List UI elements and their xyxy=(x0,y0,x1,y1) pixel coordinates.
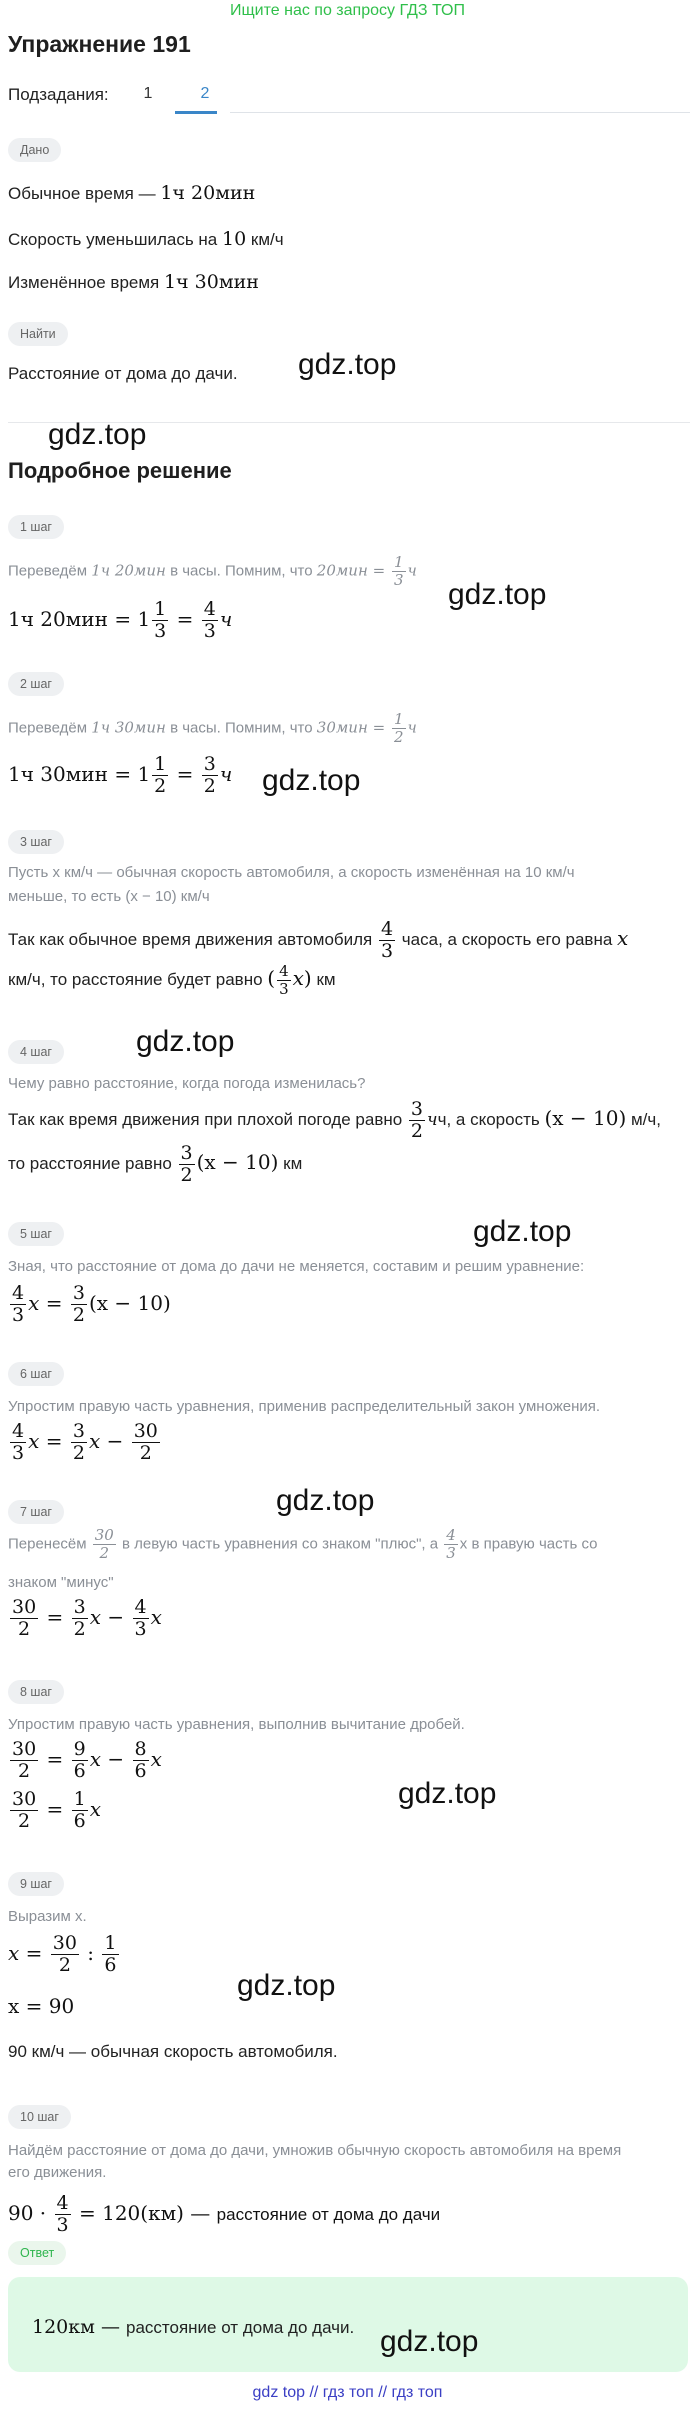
step-2-hint: Переведём 1ч 30мин в часы. Помним, что 30мин = $\frac{1}{2}$ ч xyxy=(8,710,417,746)
footer-links[interactable]: gdz top // гдз топ // гдз топ xyxy=(252,2384,443,2401)
watermark: gdz.top xyxy=(448,578,547,611)
tab-subtask-1[interactable]: 1 xyxy=(143,85,153,102)
answer-text: 120км — расстояние от дома до дачи. xyxy=(32,2316,355,2338)
step-7-badge: 7 шаг xyxy=(8,1500,64,1524)
step-10-hint-2: его движения. xyxy=(8,2164,107,2181)
solution-title: Подробное решение xyxy=(8,458,232,483)
step-5-badge: 5 шаг xyxy=(8,1222,64,1246)
given-line-3: Изменённое время 1ч 30мин xyxy=(8,271,259,293)
answer-badge: Ответ xyxy=(8,2241,66,2265)
watermark: gdz.top xyxy=(237,1969,336,2002)
watermark: gdz.top xyxy=(473,1215,572,1248)
step-1-badge: 1 шаг xyxy=(8,515,64,539)
tabs-divider xyxy=(230,112,690,113)
step-3-hint-1: Пусть x км/ч — обычная скорость автомобиля, а скорость изменённая на 10 км/ч xyxy=(8,864,575,881)
step-9-equation-1: x = $\frac{30}{2}$ : $\frac{1}{6}$ xyxy=(8,1932,117,1976)
step-7-hint-1: Перенесём $\frac{30}{2}$ в левую часть уравнения со знаком "плюс", а $\frac{4}{3}$ x в правую часть со xyxy=(8,1526,598,1562)
search-banner[interactable]: Ищите нас по запросу ГДЗ ТОП xyxy=(230,2,465,19)
step-8-hint: Упростим правую часть уравнения, выполнив вычитание дробей. xyxy=(8,1716,465,1733)
step-9-result: 90 км/ч — обычная скорость автомобиля. xyxy=(8,2042,338,2061)
subtask-tabs xyxy=(0,74,690,114)
step-7-hint-2: знаком "минус" xyxy=(8,1574,114,1591)
step-9-hint: Выразим x. xyxy=(8,1908,87,1925)
step-1-equation: 1ч 20мин = 1 $\frac{1}{3}$ = $\frac{4}{3}$ ч xyxy=(8,598,233,642)
step-4-badge: 4 шаг xyxy=(8,1040,64,1064)
step-8-equation-1: $\frac{30}{2}$ = $\frac{9}{6}$ x − $\frac{8}{6}$ x xyxy=(12,1738,162,1782)
given-line-1: Обычное время — 1ч 20мин xyxy=(8,182,256,204)
page-title: Упражнение 191 xyxy=(8,31,191,57)
step-4-hint: Чему равно расстояние, когда погода изменилась? xyxy=(8,1075,366,1092)
subtasks-label: Подзадания: xyxy=(8,85,109,104)
watermark: gdz.top xyxy=(398,1777,497,1810)
step-2-badge: 2 шаг xyxy=(8,672,64,696)
active-tab-indicator xyxy=(175,111,217,114)
step-1-hint: Переведём 1ч 20мин в часы. Помним, что 20мин = $\frac{1}{3}$ ч xyxy=(8,553,417,589)
step-2-equation: 1ч 30мин = 1 $\frac{1}{2}$ = $\frac{3}{2}$ ч xyxy=(8,753,233,797)
step-5-hint: Зная, что расстояние от дома до дачи не меняется, составим и решим уравнение: xyxy=(8,1258,585,1275)
step-8-badge: 8 шаг xyxy=(8,1680,64,1704)
step-3-line-1: Так как обычное время движения автомобиля $\frac{4}{3}$ часа, а скорость его равна x xyxy=(8,918,629,962)
step-9-equation-2: x = 90 xyxy=(8,1994,75,2018)
step-10-hint-1: Найдём расстояние от дома до дачи, умножив обычную скорость автомобиля на время xyxy=(8,2142,622,2159)
given-line-2: Скорость уменьшилась на 10 км/ч xyxy=(8,228,284,250)
step-10-badge: 10 шаг xyxy=(8,2105,71,2129)
step-9-badge: 9 шаг xyxy=(8,1872,64,1896)
answer-box xyxy=(8,2277,688,2372)
given-badge: Дано xyxy=(8,138,61,162)
watermark: gdz.top xyxy=(276,1484,375,1517)
step-3-badge: 3 шаг xyxy=(8,830,64,854)
find-text: Расстояние от дома до дачи. xyxy=(8,364,238,383)
watermark: gdz.top xyxy=(262,764,361,797)
watermark: gdz.top xyxy=(298,348,397,381)
step-4-line-2: то расстояние равно $\frac{3}{2}$ (x − 10) км xyxy=(8,1142,303,1186)
watermark: gdz.top xyxy=(380,2325,479,2358)
step-6-hint: Упростим правую часть уравнения, применив распределительный закон умножения. xyxy=(8,1398,601,1415)
step-8-equation-2: $\frac{30}{2}$ = $\frac{1}{6}$ x xyxy=(12,1788,102,1832)
step-10-equation: 90 · $\frac{4}{3}$ = 120(км) — расстояние от дома до дачи xyxy=(8,2192,441,2236)
tab-subtask-2[interactable]: 2 xyxy=(200,85,210,102)
watermark: gdz.top xyxy=(48,418,147,451)
step-4-line-1: Так как время движения при плохой погоде равно $\frac{3}{2}$ чч, а скорость (x − 10) м/ч, xyxy=(8,1098,661,1142)
step-6-equation: $\frac{4}{3}$ x = $\frac{3}{2}$ x − $\frac{30}{2}$ xyxy=(12,1420,158,1464)
step-3-line-2: км/ч, то расстояние будет равно ( $\frac{4}{3}$ x) км xyxy=(8,962,336,999)
step-6-badge: 6 шаг xyxy=(8,1362,64,1386)
step-5-equation: $\frac{4}{3}$ x = $\frac{3}{2}$ (x − 10) xyxy=(12,1282,171,1326)
step-3-hint-2: меньше, то есть (x − 10) км/ч xyxy=(8,888,210,905)
step-7-equation: $\frac{30}{2}$ = $\frac{3}{2}$ x − $\frac{4}{3}$ x xyxy=(12,1596,162,1640)
find-badge: Найти xyxy=(8,322,68,346)
watermark: gdz.top xyxy=(136,1025,235,1058)
